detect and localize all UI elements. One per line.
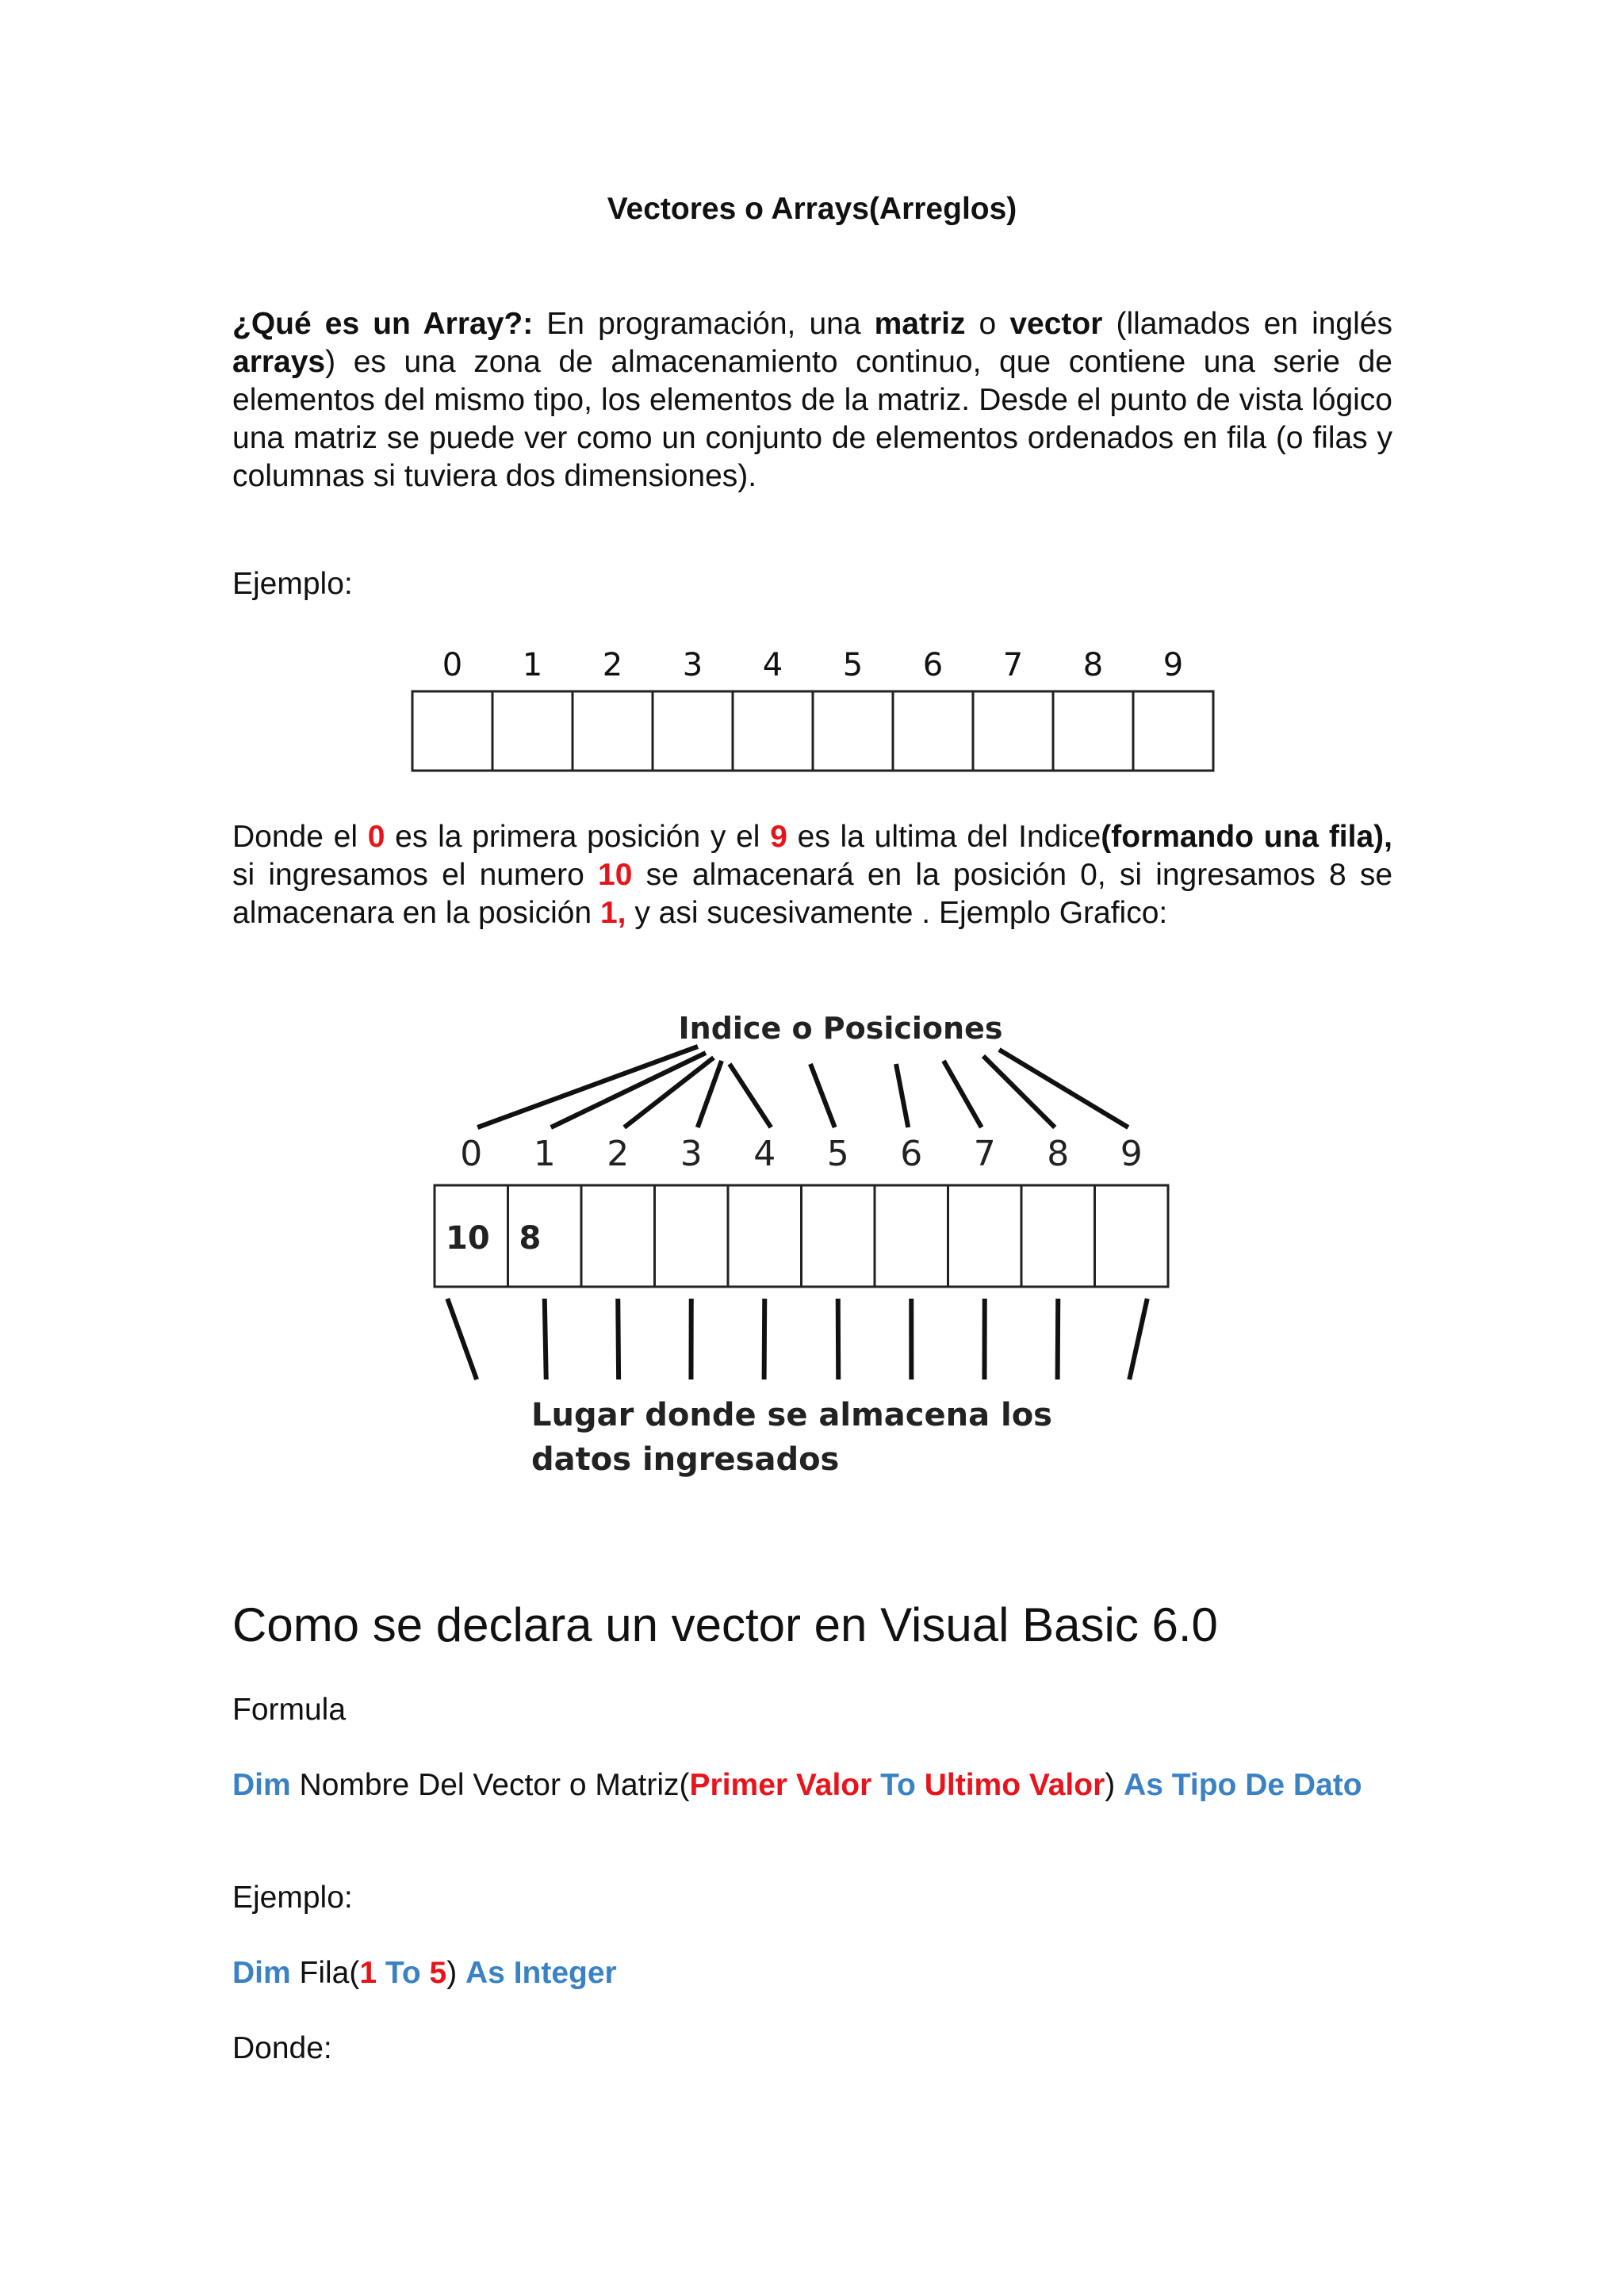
index-label: 7 (1002, 647, 1024, 683)
formula-label: Formula (232, 1693, 347, 1727)
ejemplo-label: Ejemplo: (232, 567, 353, 601)
array-cell (653, 691, 733, 771)
simple-array-figure (396, 634, 1237, 777)
formula-line: Dim Nombre Del Vector o Matriz(Primer Valor To Ultimo Valor) As Tipo De Dato (232, 1768, 1362, 1802)
index-label: 5 (842, 647, 864, 683)
index-label: 8 (1082, 647, 1104, 683)
section-heading: Como se declara un vector en Visual Basic 6.0 (232, 1598, 1218, 1651)
index-pointer-line (983, 1056, 1055, 1127)
diagram-cell (802, 1185, 875, 1287)
array-cell (1053, 691, 1133, 771)
array-cell (813, 691, 893, 771)
array-cell (492, 691, 573, 771)
array-cells (412, 691, 1213, 771)
diagram-bottom-label-2: datos ingresados (531, 1441, 840, 1478)
storage-pointer-lines (447, 1299, 1147, 1380)
storage-pointer-line (1058, 1299, 1059, 1380)
index-pointer-line (698, 1061, 722, 1127)
array-cell (412, 691, 492, 771)
diagram-cells (435, 1185, 1168, 1287)
diagram-cell (1021, 1185, 1095, 1287)
cell-value: 10 (446, 1220, 490, 1257)
index-label: 9 (1162, 647, 1184, 683)
index-labels (442, 647, 1183, 683)
storage-pointer-line (545, 1299, 546, 1380)
array-cell (893, 691, 973, 771)
diagram-cell (948, 1185, 1022, 1287)
diagram-cell (728, 1185, 802, 1287)
index-label: 0 (442, 647, 463, 683)
diagram-index-label: 9 (1120, 1134, 1143, 1174)
diagram-index-label: 1 (533, 1134, 556, 1174)
diagram-cell (655, 1185, 729, 1287)
storage-pointer-line (1129, 1299, 1147, 1380)
storage-pointer-line (618, 1299, 619, 1380)
index-pointer-line (810, 1064, 835, 1127)
diagram-index-label: 6 (900, 1134, 923, 1174)
array-diagram (365, 991, 1221, 1498)
ejemplo-label-2: Ejemplo: (232, 1881, 353, 1915)
storage-pointer-line (764, 1299, 765, 1380)
diagram-cell (1095, 1185, 1169, 1287)
index-pointer-lines (477, 1047, 1128, 1127)
donde-label: Donde: (232, 2031, 332, 2065)
index-pointer-line (477, 1047, 698, 1127)
diagram-bottom-label-1: Lugar donde se almacena los (531, 1397, 1052, 1433)
diagram-top-label: Indice o Posiciones (678, 1011, 1003, 1046)
intro-question: ¿Qué es un Array?: (232, 307, 534, 341)
diagram-index-label: 2 (607, 1134, 630, 1174)
example-code-line: Dim Fila(1 To 5) As Integer (232, 1956, 617, 1990)
diagram-cell (581, 1185, 655, 1287)
index-label: 4 (762, 647, 783, 683)
intro-paragraph: ¿Qué es un Array?: En programación, una matriz o vector (llamados en inglés arrays) es una zona de almacenamiento continuo, que contiene una serie de elementos del mismo tipo, los elementos de la matriz. Desde el punto de vista lógico una matriz se puede ver como un conjunto de elementos ordenados en fila (o filas y columnas si tuviera dos dimensiones). (232, 307, 1392, 493)
diagram-index-labels (460, 1134, 1143, 1174)
diagram-index-label: 5 (826, 1134, 849, 1174)
diagram-index-label: 4 (753, 1134, 776, 1174)
index-label: 6 (922, 647, 944, 683)
array-cell (573, 691, 653, 771)
diagram-cell (875, 1185, 948, 1287)
index-pointer-line (896, 1064, 908, 1127)
index-label: 2 (602, 647, 623, 683)
index-pointer-line (944, 1061, 982, 1127)
array-cell (733, 691, 813, 771)
cell-value: 8 (519, 1220, 542, 1257)
diagram-index-label: 8 (1047, 1134, 1070, 1174)
index-pointer-line (730, 1064, 771, 1127)
index-label: 3 (682, 647, 703, 683)
index-label: 1 (522, 647, 543, 683)
array-cell (973, 691, 1053, 771)
donde-paragraph: Donde el 0 es la primera posición y el 9 es la ultima del Indice(formando una fila), si ingresamos el numero 10 se almacenará en la posición 0, si ingresamos 8 se almacenara en la posición 1, y asi sucesivamente . Ejemplo Grafico: (232, 820, 1393, 930)
document-title: Vectores o Arrays(Arreglos) (607, 192, 1017, 226)
diagram-index-label: 3 (680, 1134, 703, 1174)
storage-pointer-line (447, 1299, 477, 1380)
diagram-index-label: 7 (973, 1134, 996, 1174)
diagram-index-label: 0 (460, 1134, 483, 1174)
array-cell (1133, 691, 1213, 771)
